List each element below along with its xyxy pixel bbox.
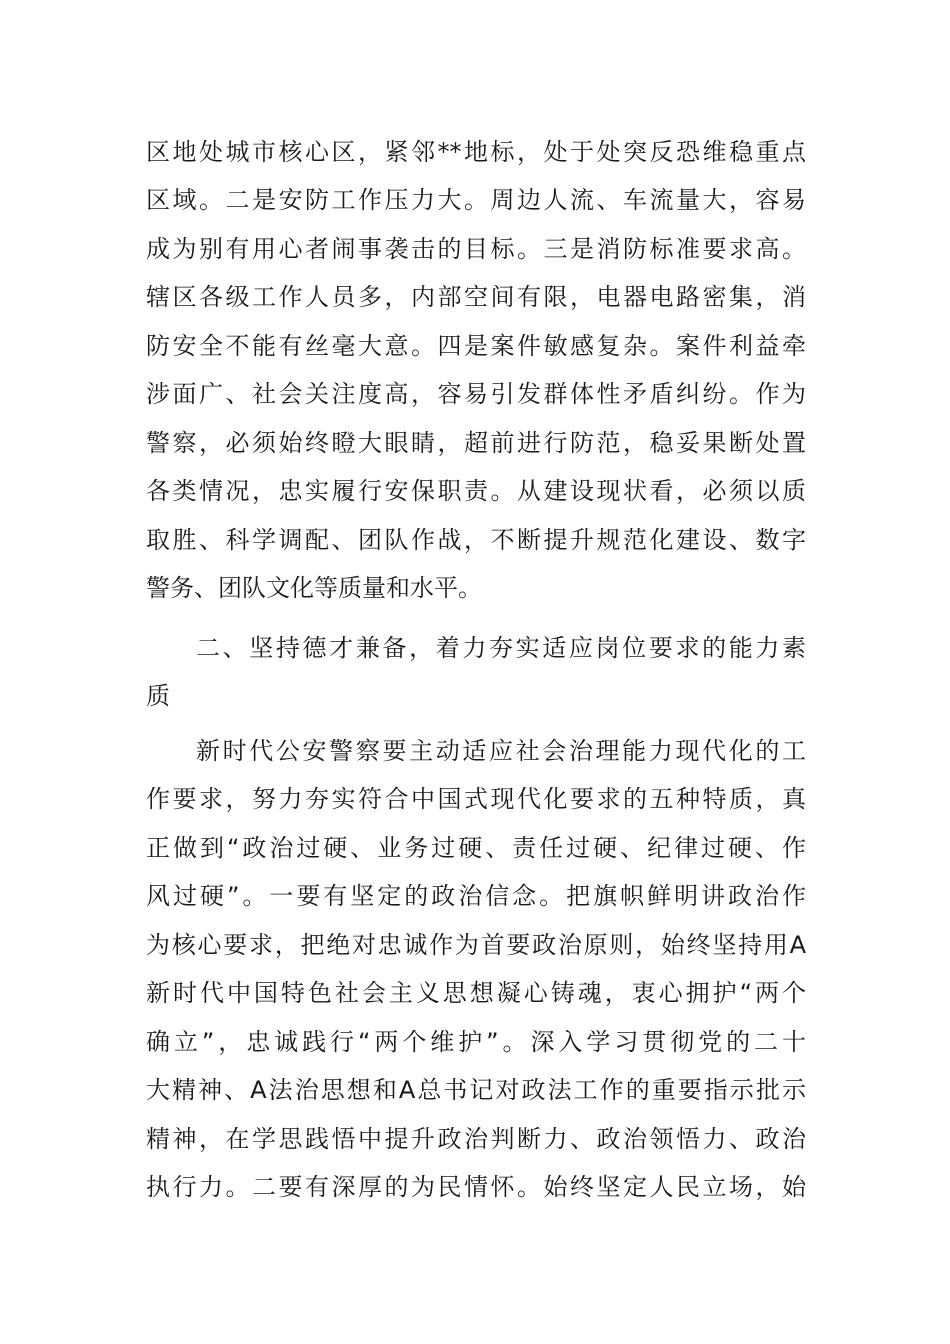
paragraph-1-line-2: 区域。二是安防工作压力大。周边人流、车流量大，容易 (146, 186, 806, 214)
paragraph-2-line-4: 风过硬”。一要有坚定的政治信念。把旗帜鲜明讲政治作 (146, 882, 806, 910)
paragraph-2-line-3: 正做到“政治过硬、业务过硬、责任过硬、纪律过硬、作 (146, 834, 806, 862)
paragraph-1-line-3: 成为别有用心者闹事袭击的目标。三是消防标准要求高。 (146, 235, 806, 263)
section-heading-line-1: 二、坚持德才兼备，着力夯实适应岗位要求的能力素 (196, 634, 806, 662)
paragraph-1-line-6: 涉面广、社会关注度高，容易引发群体性矛盾纠纷。作为 (146, 380, 806, 408)
paragraph-1-line-9: 取胜、科学调配、团队作战，不断提升规范化建设、数字 (146, 526, 806, 554)
paragraph-1-line-4: 辖区各级工作人员多，内部空间有限，电器电路密集，消 (146, 283, 806, 311)
paragraph-1-line-10: 警务、团队文化等质量和水平。 (146, 574, 482, 602)
paragraph-2-line-1: 新时代公安警察要主动适应社会治理能力现代化的工 (196, 737, 806, 765)
paragraph-2-line-6: 新时代中国特色社会主义思想凝心铸魂，衷心拥护“两个 (146, 979, 806, 1007)
paragraph-2-line-2: 作要求，努力夯实符合中国式现代化要求的五种特质，真 (146, 785, 806, 813)
paragraph-1-line-7: 警察，必须始终瞪大眼睛，超前进行防范，稳妥果断处置 (146, 429, 806, 457)
paragraph-1-line-8: 各类情况，忠实履行安保职责。从建设现状看，必须以质 (146, 477, 806, 505)
paragraph-2-line-9: 精神，在学思践悟中提升政治判断力、政治领悟力、政治 (146, 1125, 806, 1153)
paragraph-2-line-8: 大精神、A法治思想和A总书记对政法工作的重要指示批示 (146, 1076, 806, 1104)
paragraph-2-line-5: 为核心要求，把绝对忠诚作为首要政治原则，始终坚持用A (146, 931, 806, 959)
paragraph-1-line-1: 区地处城市核心区，紧邻**地标，处于处突反恐维稳重点 (146, 138, 806, 166)
paragraph-2-line-10: 执行力。二要有深厚的为民情怀。始终坚定人民立场，始 (146, 1173, 806, 1201)
paragraph-2-line-7: 确立”，忠诚践行“两个维护”。深入学习贯彻党的二十 (146, 1028, 806, 1056)
paragraph-1-line-5: 防安全不能有丝毫大意。四是案件敏感复杂。案件利益牵 (146, 332, 806, 360)
section-heading-line-2: 质 (146, 682, 170, 710)
